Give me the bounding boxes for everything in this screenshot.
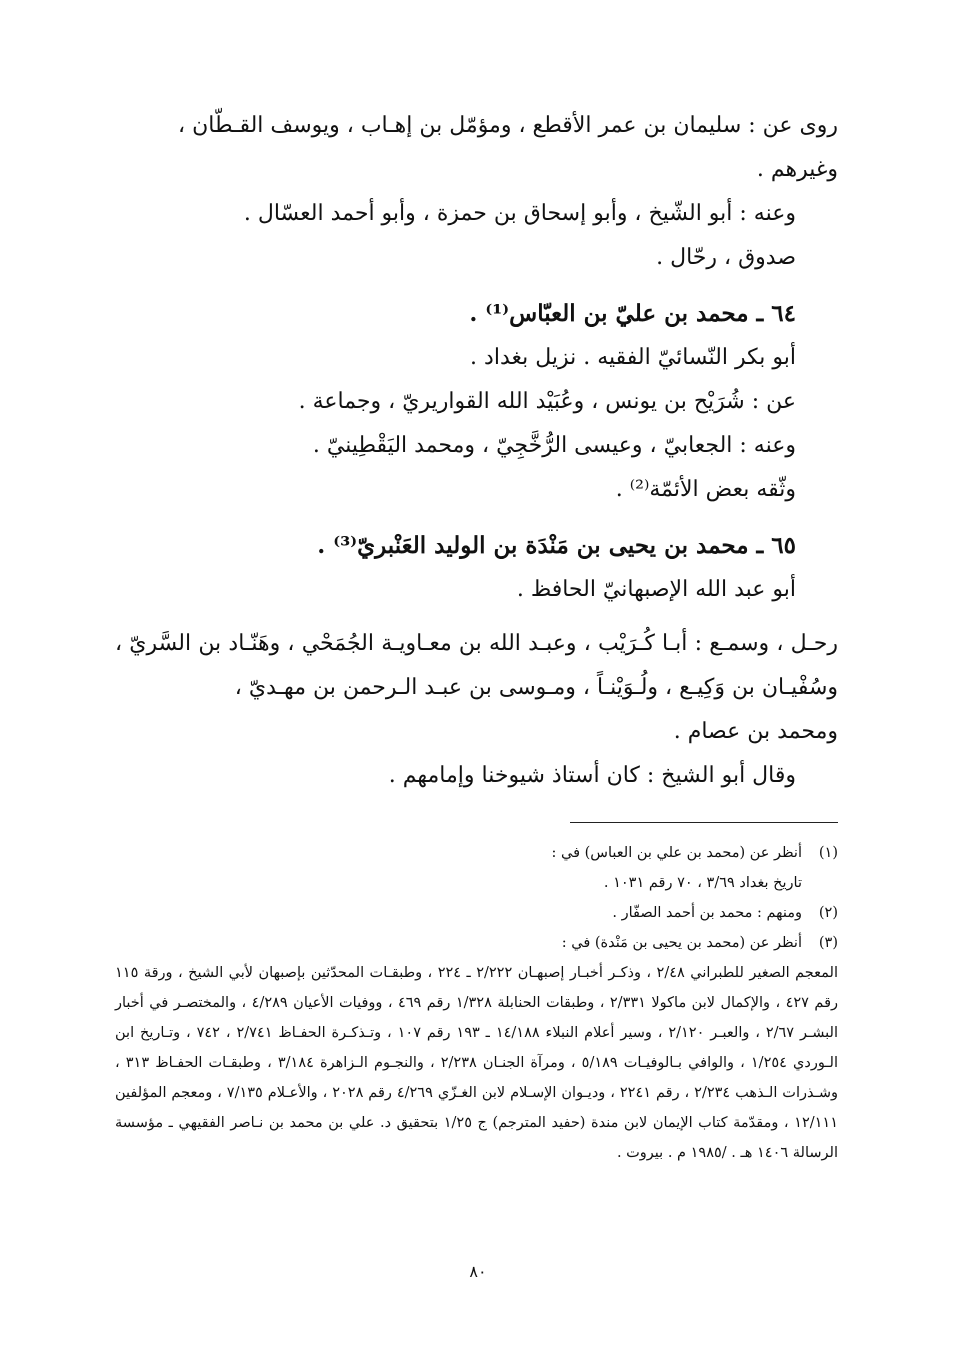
footnote-1-number: (١) (818, 845, 838, 861)
footnote-separator (570, 822, 838, 823)
narrators-from-line-2: وغيرهم . (756, 157, 838, 182)
footnote-2 (115, 898, 838, 928)
page-number: ٨٠ (469, 1262, 487, 1281)
entry-65-heading: ٦٥ ـ محمد بن يحيى بن مَنْدَة بن الوليد العَنْبريّ⁽³⁾ . (317, 532, 796, 559)
entry-64-kunya: أبو بكر النّسائيّ الفقيه . نزيل بغداد . (470, 345, 796, 370)
footnote-1-continuation: تاريخ بغداد ٣/٦٩ ، ٧٠ رقم ١٠٣١ . (603, 875, 802, 891)
entry-64-grading: وثّقه بعض الأئمّة⁽²⁾ . (615, 477, 796, 502)
footnotes (115, 838, 838, 1168)
grading: صدوق ، رحّال . (656, 245, 796, 270)
entry-64-teachers: عن : شُرَيْح بن يونس ، وعُبَيْد الله القواريريّ ، وجماعة . (298, 389, 796, 414)
footnote-2-number: (٢) (818, 905, 838, 921)
footnote-1 (115, 838, 838, 868)
entry-64-heading: ٦٤ ـ محمد بن عليّ بن العبّاس⁽¹⁾ . (469, 300, 796, 327)
footnote-1-text: أنظر عن (محمد بن علي بن العباس) في : (551, 845, 802, 861)
footnote-3-text: أنظر عن (محمد بن يحيى بن مَنْدة) في : (561, 935, 802, 951)
narrators-from-line-1: روى عن : سليمان بن عمر الأقطع ، ومؤمّل بن إهـاب ، ويوسف القـطّان ، (178, 113, 838, 138)
narrators-to: وعنه : أبو الشّيخ ، وأبو إسحاق بن حمزة ، وأبو أحمد العسّال . (243, 201, 796, 226)
footnote-3 (115, 928, 838, 958)
entry-65-quote: وقال أبو الشيخ : كان أستاذ شيوخنا وإمامهم . (388, 763, 796, 788)
main-text (115, 104, 838, 798)
entry-65-kunya: أبو عبد الله الإصبهانيّ الحافظ . (516, 577, 796, 602)
entry-65-travels-end: ومحمد بن عصام . (673, 719, 838, 744)
footnote-3-references: المعجم الصغير للطبراني ٢/٤٨ ، وذكـر أخبـار إصبهـان ٢/٢٢٢ ـ ٢٢٤ ، وطبقـات المحدّثين بإصبهان لأبي الشيخ ، ورقة ١١٥ رقم ٤٢٧ ، والإكمال لابن ماكولا ٢/٣٣١ ، وطبقات الحنابلة ١/٣٢٨ رقم ٤٦٩ ، ووفيات الأعيان ٤/٢٨٩ ، والمختصـر في أخبار البشـر ٢/٦٧ ، والعبـر ٢/١٢٠ ، وسير أعلام النبلاء ١٤/١٨٨ ـ ١٩٣ رقم ١٠٧ ، وتـذكـرة الحفـاظ ٢/٧٤١ ، ٧٤٢ ، وتـاريخ ابن الـوردي ١/٢٥٤ ، والوافي بـالوفيـات ٥/١٨٩ ، ومرآة الجنـان ٢/٢٣٨ ، والنجـوم الـزاهرة ٣/١٨٤ ، وطبقـات الحفـاظ ٣١٣ ، وشـذرات الـذهب ٢/٢٣٤ ، رقم ٢٢٤١ ، وديـوان الإسـلام لابن الغـزّي ٤/٢٦٩ رقم ٢٠٢٨ ، والأعـلام ٧/١٣٥ ، ومعجم المؤلفين ١٢/١١١ ، ومقدّمة كتاب الإيمان لابن مندة (حفيد المترجم) ج ١/٢٥ بتحقيق د. علي بن محمد بن نـاصر الفقيهي ـ مؤسسة الرسالة ١٤٠٦ هـ . /١٩٨٥ م . بيروت . (115, 965, 839, 1161)
entry-65-travels: رحـل ، وسمـع : أبـا كُـرَيْب ، وعبـد الله بن معـاويـة الجُمَحْي ، وهَنّـاد بن السَّريّ ، وسُفْيـان بن وَكِيـع ، ولُـوَيْنـاً ، ومـوسى بن عبـد الـرحمن بن مهـديّ ، (115, 631, 838, 700)
entry-64-students: وعنه : الجعابيّ ، وعيسى الرُّخَّجِيّ ، ومحمد اليَقْطِينيّ . (312, 433, 796, 458)
footnote-2-text: ومنهم : محمد بن أحمد الصفّار . (612, 905, 802, 921)
footnote-3-number: (٣) (818, 935, 838, 951)
